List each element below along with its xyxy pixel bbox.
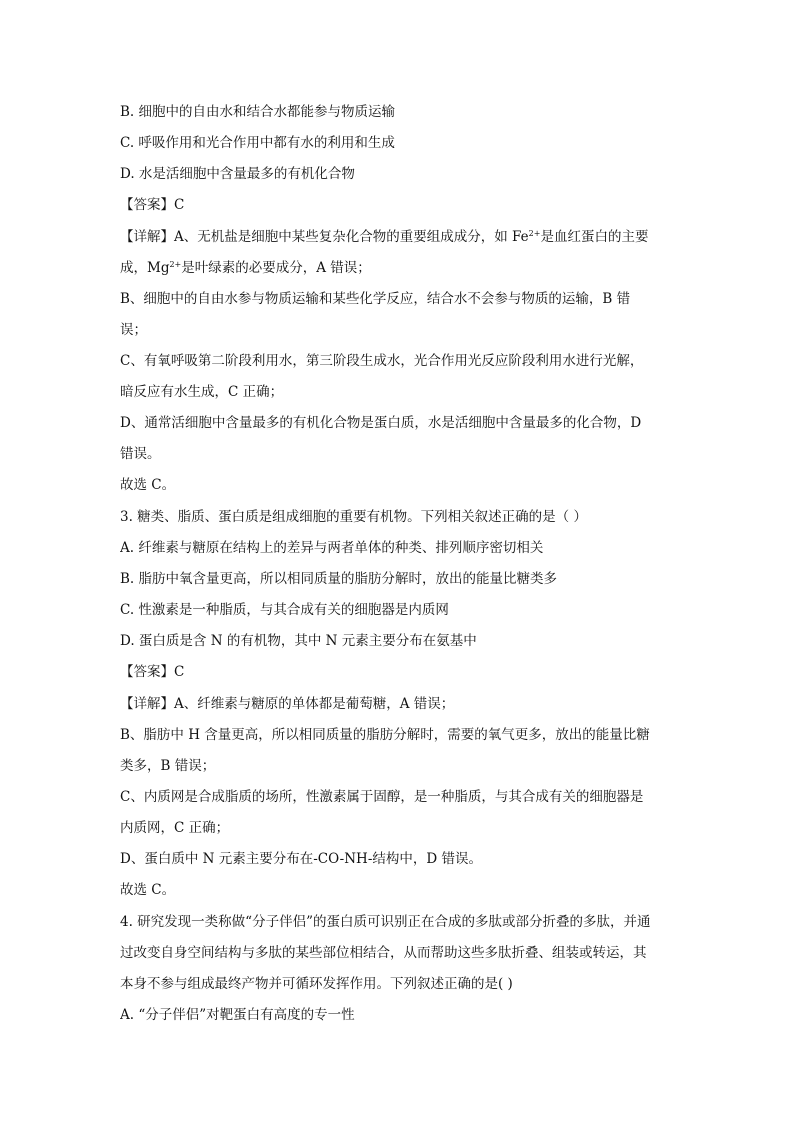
q3-detail-line-6: D、蛋白质中 N 元素主要分布在-CO-NH-结构中，D 错误。 [120,851,482,867]
mg-charge-superscript: 2+ [169,260,182,269]
q2-detail-line-6: 暗反应有水生成，C 正确； [120,384,284,400]
q3-option-c: C. 性激素是一种脂质，与其合成有关的细胞器是内质网 [120,602,449,618]
q2-detail-line-2 [120,258,680,278]
q3-detail-line-5: 内质网，C 正确； [120,820,230,836]
fe-charge-superscript: 2+ [528,229,541,238]
q2-answer: 【答案】C [120,197,185,213]
q2-detail-1-text-a: 【详解】A、无机盐是细胞中某些复杂化合物的重要组成成分，如 Fe [120,229,529,245]
q4-stem-line-3: 本身不参与组成最终产物并可循环发挥作用。下列叙述正确的是( ) [120,976,513,992]
q2-detail-2-text-b: 是叶绿素的必要成分，A 错误； [181,260,371,276]
q2-detail-line-5: C、有氧呼吸第二阶段利用水，第三阶段生成水，光合作用光反应阶段利用水进行光解， [120,353,644,369]
q3-detail-line-3: 类多，B 错误； [120,758,216,774]
q3-option-d: D. 蛋白质是含 N 的有机物，其中 N 元素主要分布在氨基中 [120,633,477,649]
q2-detail-line-7: D、通常活细胞中含量最多的有机化合物是蛋白质，水是活细胞中含量最多的化合物，D [120,415,642,431]
q3-answer: 【答案】C [120,664,185,680]
q4-option-a: A. “分子伴侣”对靶蛋白有高度的专一性 [120,1007,355,1023]
q2-detail-line-3: B、细胞中的自由水参与物质运输和某些化学反应，结合水不会参与物质的运输，B 错 [120,291,631,307]
q3-stem: 3. 糖类、脂质、蛋白质是组成细胞的重要有机物。下列相关叙述正确的是（ ） [120,509,587,525]
q3-detail-line-1: 【详解】A、纤维素与糖原的单体都是葡萄糖，A 错误； [120,696,455,712]
q2-conclusion: 故选 C。 [120,477,176,493]
q2-option-c: C. 呼吸作用和光合作用中都有水的利用和生成 [120,135,395,151]
q2-detail-line-8: 错误。 [120,446,161,462]
q3-option-b: B. 脂肪中氧含量更高，所以相同质量的脂肪分解时，放出的能量比糖类多 [120,571,558,587]
q4-stem-line-2: 过改变自身空间结构与多肽的某些部位相结合，从而帮助这些多肽折叠、组装或转运，其 [120,945,647,961]
q2-option-b: B. 细胞中的自由水和结合水都能参与物质运输 [120,104,396,120]
q2-option-d: D. 水是活细胞中含量最多的有机化合物 [120,166,355,182]
q4-stem-line-1: 4. 研究发现一类称做“分子伴侣”的蛋白质可识别正在合成的多肽或部分折叠的多肽，并通 [120,914,651,930]
q2-detail-1-text-b: 是血红蛋白的主要 [540,229,649,245]
q3-detail-line-2: B、脂肪中 H 含量更高，所以相同质量的脂肪分解时，需要的氧气更多，放出的能量比糖 [120,727,650,743]
q2-detail-2-text-a: 成，Mg [120,260,170,276]
q3-conclusion: 故选 C。 [120,882,176,898]
q2-detail-line-1 [120,227,680,247]
q2-detail-line-4: 误； [120,322,147,338]
q3-detail-line-4: C、内质网是合成脂质的场所，性激素属于固醇，是一种脂质，与其合成有关的细胞器是 [120,789,644,805]
q3-option-a: A. 纤维素与糖原在结构上的差异与两者单体的种类、排列顺序密切相关 [120,540,544,556]
